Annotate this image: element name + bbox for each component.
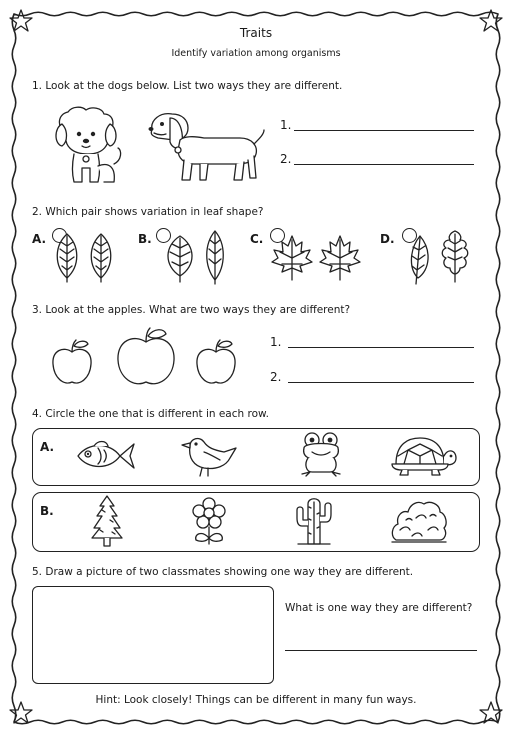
apple-icon: [50, 338, 94, 388]
question-2-prompt: 2. Which pair shows variation in leaf shape?: [32, 206, 264, 218]
fish-icon[interactable]: [74, 436, 138, 476]
row-a-label: A.: [40, 440, 55, 454]
bird-icon[interactable]: [180, 432, 238, 478]
turtle-icon[interactable]: [388, 434, 458, 476]
page-subtitle: Identify variation among organisms: [171, 48, 341, 59]
leaf-icon: [160, 232, 200, 284]
option-a-label: A.: [32, 232, 47, 246]
cactus-icon[interactable]: [294, 494, 334, 548]
leaf-icon: [404, 232, 434, 286]
q3-answer-line-2[interactable]: [288, 382, 474, 383]
q3-answer-number-1: 1.: [270, 335, 282, 349]
footer-hint: Hint: Look closely! Things can be different in many fun ways.: [95, 694, 417, 706]
maple-leaf-icon: [318, 234, 362, 282]
q5-written-question: What is one way they are different?: [285, 602, 473, 614]
q1-answer-line-1[interactable]: [294, 130, 474, 131]
apple-icon: [114, 326, 178, 390]
option-b-label: B.: [138, 232, 152, 246]
q1-answer-number-2: 2.: [280, 152, 292, 166]
question-1-prompt: 1. Look at the dogs below. List two ways they are different.: [32, 80, 343, 92]
flower-icon[interactable]: [190, 496, 228, 546]
question-5-prompt: 5. Draw a picture of two classmates showing one way they are different.: [32, 566, 414, 578]
drawing-area[interactable]: [32, 586, 274, 684]
row-b-label: B.: [40, 504, 54, 518]
apple-icon: [194, 338, 238, 388]
q3-answer-line-1[interactable]: [288, 347, 474, 348]
q1-answer-number-1: 1.: [280, 118, 292, 132]
option-d-label: D.: [380, 232, 395, 246]
leaf-icon: [86, 230, 116, 284]
poodle-dog-icon: [48, 104, 130, 186]
page-title: Traits: [239, 26, 273, 40]
bush-icon[interactable]: [390, 496, 448, 546]
frog-icon[interactable]: [298, 430, 344, 478]
leaf-icon: [202, 228, 228, 286]
leaf-icon: [52, 230, 82, 284]
maple-leaf-icon: [270, 234, 314, 282]
question-4-prompt: 4. Circle the one that is different in each row.: [32, 408, 269, 420]
dachshund-dog-icon: [144, 106, 268, 186]
q1-answer-line-2[interactable]: [294, 164, 474, 165]
q3-answer-number-2: 2.: [270, 370, 282, 384]
pine-tree-icon[interactable]: [90, 494, 124, 548]
question-3-prompt: 3. Look at the apples. What are two ways they are different?: [32, 304, 351, 316]
option-c-label: C.: [250, 232, 264, 246]
oak-leaf-icon: [438, 228, 472, 284]
q5-answer-line[interactable]: [285, 650, 477, 651]
